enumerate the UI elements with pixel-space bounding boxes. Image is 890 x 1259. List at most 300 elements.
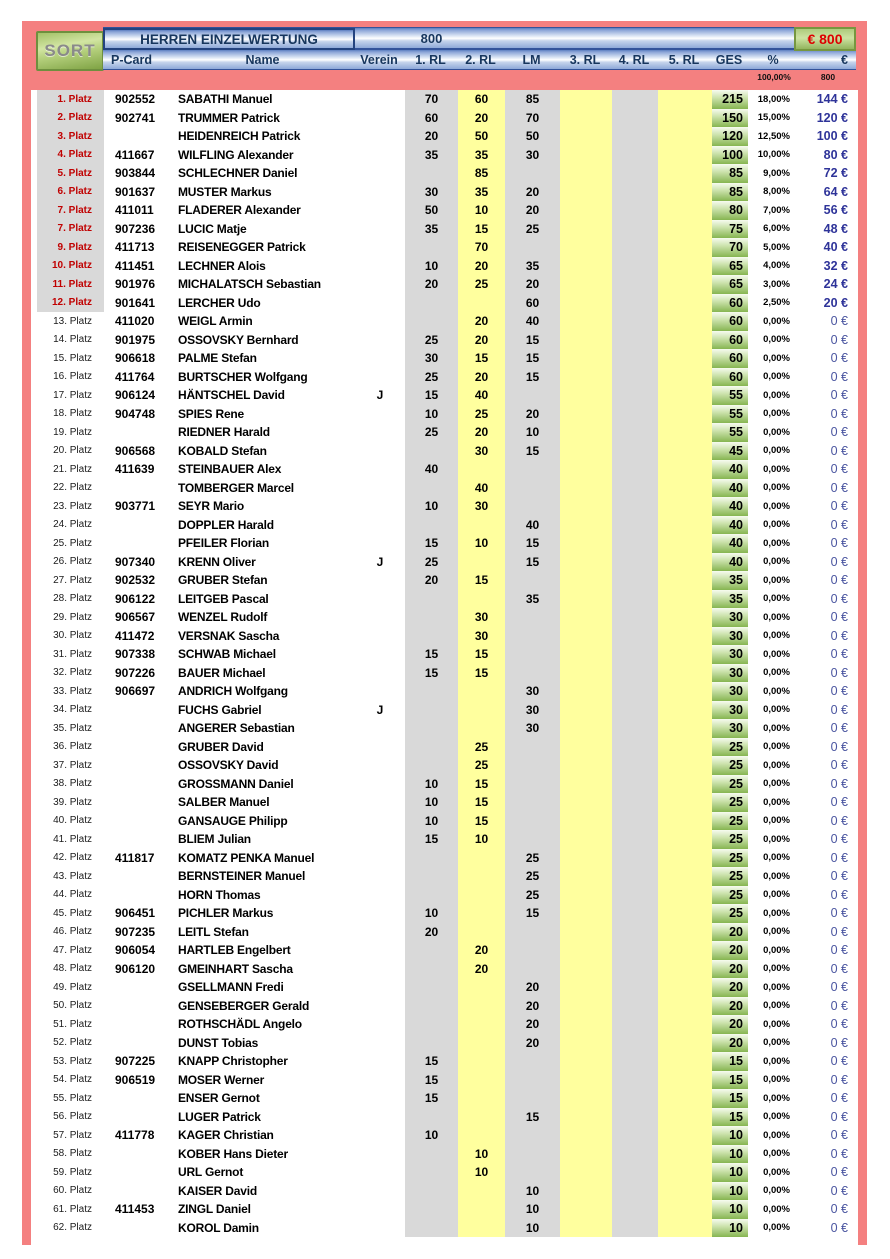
cell-pct: 0,00% bbox=[763, 722, 790, 734]
cell-eur: 0 € bbox=[830, 869, 848, 884]
table-row[interactable] bbox=[37, 645, 856, 664]
table-row[interactable] bbox=[37, 1182, 856, 1201]
table-row[interactable] bbox=[37, 201, 856, 220]
cell-name: FLADERER Alexander bbox=[178, 203, 301, 218]
cell-platz: 55. Platz bbox=[53, 1092, 92, 1104]
cell-rl2 bbox=[458, 997, 505, 1016]
cell-rl2 bbox=[458, 867, 505, 886]
cell-ges: 35 bbox=[712, 571, 748, 590]
cell-eur: 0 € bbox=[830, 647, 848, 662]
cell-rl3 bbox=[560, 1034, 612, 1053]
cell-platz: 46. Platz bbox=[53, 926, 92, 938]
cell-ges: 30 bbox=[712, 701, 748, 720]
cell-rl3 bbox=[560, 608, 612, 627]
cell-pcard: 906122 bbox=[115, 591, 156, 606]
cell-verein bbox=[355, 1219, 405, 1238]
cell-rl2 bbox=[458, 590, 505, 609]
cell-pcard bbox=[104, 479, 172, 498]
cell-pct: 0,00% bbox=[763, 445, 790, 457]
table-row[interactable] bbox=[37, 867, 856, 886]
cell-lm: 15 bbox=[505, 442, 560, 461]
table-row[interactable] bbox=[37, 349, 856, 368]
cell-rl4 bbox=[612, 886, 658, 905]
cell-name: TOMBERGER Marcel bbox=[178, 480, 294, 495]
table-row[interactable] bbox=[37, 294, 856, 313]
table-row[interactable] bbox=[37, 553, 856, 572]
cell-rl1 bbox=[405, 997, 458, 1016]
cell-pct: 0,00% bbox=[763, 500, 790, 512]
cell-ges: 55 bbox=[712, 386, 748, 405]
cell-rl1: 10 bbox=[405, 812, 458, 831]
cell-pcard: 411713 bbox=[115, 240, 155, 255]
cell-rl5 bbox=[658, 146, 712, 165]
cell-rl1: 20 bbox=[405, 275, 458, 294]
table-row[interactable] bbox=[37, 849, 856, 868]
table-row[interactable] bbox=[37, 1015, 856, 1034]
table-row[interactable] bbox=[37, 719, 856, 738]
cell-name: ANDRICH Wolfgang bbox=[178, 684, 288, 699]
table-row[interactable] bbox=[37, 1219, 856, 1238]
cell-rl1: 15 bbox=[405, 1052, 458, 1071]
cell-lm bbox=[505, 1126, 560, 1145]
cell-rl3 bbox=[560, 1015, 612, 1034]
cell-rl2: 20 bbox=[458, 257, 505, 276]
cell-pct: 2,50% bbox=[763, 297, 790, 309]
cell-name: BAUER Michael bbox=[178, 665, 266, 680]
cell-rl4 bbox=[612, 701, 658, 720]
cell-verein bbox=[355, 90, 405, 109]
table-row[interactable] bbox=[37, 775, 856, 794]
cell-eur: 0 € bbox=[830, 1035, 848, 1050]
table-row[interactable] bbox=[37, 275, 856, 294]
cell-name: GROSSMANN Daniel bbox=[178, 776, 294, 791]
cell-ges: 10 bbox=[712, 1163, 748, 1182]
cell-rl2: 25 bbox=[458, 405, 505, 424]
table-row[interactable] bbox=[37, 941, 856, 960]
cell-rl5 bbox=[658, 627, 712, 646]
table-row[interactable] bbox=[37, 904, 856, 923]
cell-rl2: 30 bbox=[458, 627, 505, 646]
table-row[interactable] bbox=[37, 460, 856, 479]
cell-rl2: 10 bbox=[458, 1145, 505, 1164]
cell-lm: 50 bbox=[505, 127, 560, 146]
cell-eur: 120 € bbox=[816, 110, 848, 125]
table-row[interactable] bbox=[37, 812, 856, 831]
cell-rl2: 20 bbox=[458, 331, 505, 350]
table-row[interactable] bbox=[37, 590, 856, 609]
cell-pct: 0,00% bbox=[763, 926, 790, 938]
percent-base: 100,00% bbox=[757, 72, 791, 82]
cell-rl1: 15 bbox=[405, 386, 458, 405]
cell-platz: 17. Platz bbox=[53, 389, 92, 401]
cell-lm bbox=[505, 386, 560, 405]
cell-platz: 53. Platz bbox=[53, 1055, 92, 1067]
cell-ges: 15 bbox=[712, 1052, 748, 1071]
cell-eur: 0 € bbox=[830, 628, 848, 643]
cell-rl3 bbox=[560, 423, 612, 442]
cell-rl4 bbox=[612, 997, 658, 1016]
cell-pcard: 906519 bbox=[115, 1072, 156, 1087]
cell-pcard: 906697 bbox=[115, 684, 156, 699]
cell-lm: 20 bbox=[505, 183, 560, 202]
cell-verein bbox=[355, 793, 405, 812]
table-row[interactable] bbox=[37, 960, 856, 979]
cell-rl3 bbox=[560, 294, 612, 313]
table-row[interactable] bbox=[37, 405, 856, 424]
cell-ges: 20 bbox=[712, 1015, 748, 1034]
cell-platz: 10. Platz bbox=[37, 257, 104, 276]
table-row[interactable] bbox=[37, 1126, 856, 1145]
cell-eur: 0 € bbox=[830, 332, 848, 347]
table-row[interactable] bbox=[37, 220, 856, 239]
cell-eur: 0 € bbox=[830, 610, 848, 625]
table-row[interactable] bbox=[37, 793, 856, 812]
cell-pct: 0,00% bbox=[763, 371, 790, 383]
cell-rl5 bbox=[658, 608, 712, 627]
cell-pcard: 906451 bbox=[115, 906, 156, 921]
cell-verein bbox=[355, 682, 405, 701]
cell-rl3 bbox=[560, 349, 612, 368]
table-row[interactable] bbox=[37, 183, 856, 202]
cell-rl4 bbox=[612, 1200, 658, 1219]
cell-pcard bbox=[104, 886, 172, 905]
cell-rl2 bbox=[458, 516, 505, 535]
cell-lm: 15 bbox=[505, 553, 560, 572]
cell-eur: 0 € bbox=[830, 1220, 848, 1235]
cell-pct: 0,00% bbox=[763, 1222, 790, 1234]
table-row[interactable] bbox=[37, 331, 856, 350]
cell-name: VERSNAK Sascha bbox=[178, 628, 280, 643]
cell-platz: 35. Platz bbox=[53, 722, 92, 734]
cell-rl5 bbox=[658, 90, 712, 109]
cell-pct: 0,00% bbox=[763, 1000, 790, 1012]
table-row[interactable] bbox=[37, 479, 856, 498]
cell-pcard: 906618 bbox=[115, 351, 156, 366]
table-row[interactable] bbox=[37, 423, 856, 442]
cell-rl1: 10 bbox=[405, 793, 458, 812]
cell-rl5 bbox=[658, 1163, 712, 1182]
cell-rl2: 10 bbox=[458, 1163, 505, 1182]
cell-platz: 7. Platz bbox=[37, 220, 104, 239]
cell-pcard: 907225 bbox=[115, 1054, 156, 1069]
cell-pct: 0,00% bbox=[763, 519, 790, 531]
cell-rl4 bbox=[612, 1034, 658, 1053]
cell-name: REISENEGGER Patrick bbox=[178, 240, 306, 255]
cell-ges: 20 bbox=[712, 923, 748, 942]
cell-lm: 15 bbox=[505, 331, 560, 350]
cell-platz: 29. Platz bbox=[53, 611, 92, 623]
cell-verein bbox=[355, 1052, 405, 1071]
cell-lm: 70 bbox=[505, 109, 560, 128]
cell-ges: 25 bbox=[712, 867, 748, 886]
cell-pct: 10,00% bbox=[757, 149, 790, 161]
cell-ges: 20 bbox=[712, 960, 748, 979]
cell-platz: 37. Platz bbox=[53, 759, 92, 771]
cell-rl5 bbox=[658, 534, 712, 553]
cell-rl5 bbox=[658, 1015, 712, 1034]
table-row[interactable] bbox=[37, 1034, 856, 1053]
cell-rl5 bbox=[658, 849, 712, 868]
cell-eur: 56 € bbox=[823, 203, 848, 218]
cell-rl3 bbox=[560, 368, 612, 387]
cell-rl5 bbox=[658, 701, 712, 720]
table-row[interactable] bbox=[37, 978, 856, 997]
cell-rl2: 15 bbox=[458, 664, 505, 683]
cell-pcard: 906124 bbox=[115, 388, 156, 403]
table-row[interactable] bbox=[37, 1052, 856, 1071]
table-row[interactable] bbox=[37, 127, 856, 146]
table-row[interactable] bbox=[37, 738, 856, 757]
cell-ges: 15 bbox=[712, 1071, 748, 1090]
cell-rl4 bbox=[612, 812, 658, 831]
cell-platz: 13. Platz bbox=[53, 315, 92, 327]
cell-name: MUSTER Markus bbox=[178, 184, 272, 199]
cell-rl3 bbox=[560, 1108, 612, 1127]
table-header bbox=[103, 27, 856, 70]
sort-button[interactable]: SORT bbox=[36, 31, 104, 71]
cell-verein bbox=[355, 1015, 405, 1034]
cell-lm bbox=[505, 923, 560, 942]
cell-ges: 10 bbox=[712, 1182, 748, 1201]
cell-lm bbox=[505, 627, 560, 646]
cell-ges: 65 bbox=[712, 275, 748, 294]
cell-rl4 bbox=[612, 423, 658, 442]
cell-verein bbox=[355, 1145, 405, 1164]
cell-lm bbox=[505, 738, 560, 757]
cell-pcard bbox=[104, 1219, 172, 1238]
table-row[interactable] bbox=[37, 1163, 856, 1182]
cell-eur: 32 € bbox=[823, 258, 848, 273]
cell-pct: 3,00% bbox=[763, 278, 790, 290]
cell-rl1 bbox=[405, 867, 458, 886]
cell-platz: 15. Platz bbox=[53, 352, 92, 364]
cell-ges: 30 bbox=[712, 682, 748, 701]
cell-rl1 bbox=[405, 1145, 458, 1164]
table-row[interactable] bbox=[37, 830, 856, 849]
cell-name: ZINGL Daniel bbox=[178, 1202, 251, 1217]
cell-platz: 33. Platz bbox=[53, 685, 92, 697]
base-row bbox=[103, 72, 856, 88]
table-row[interactable] bbox=[37, 146, 856, 165]
cell-ges: 40 bbox=[712, 460, 748, 479]
cell-rl3 bbox=[560, 756, 612, 775]
cell-eur: 0 € bbox=[830, 443, 848, 458]
cell-platz: 21. Platz bbox=[53, 463, 92, 475]
cell-pct: 0,00% bbox=[763, 593, 790, 605]
cell-rl1 bbox=[405, 608, 458, 627]
cell-rl1: 15 bbox=[405, 645, 458, 664]
cell-name: LEITGEB Pascal bbox=[178, 591, 269, 606]
cell-name: RIEDNER Harald bbox=[178, 425, 270, 440]
cell-rl2: 40 bbox=[458, 386, 505, 405]
table-row[interactable] bbox=[37, 886, 856, 905]
table-row[interactable] bbox=[37, 442, 856, 461]
cell-rl4 bbox=[612, 294, 658, 313]
table-row[interactable] bbox=[37, 516, 856, 535]
cell-lm bbox=[505, 793, 560, 812]
table-row[interactable] bbox=[37, 701, 856, 720]
cell-ges: 25 bbox=[712, 886, 748, 905]
cell-name: SABATHI Manuel bbox=[178, 92, 273, 107]
cell-rl4 bbox=[612, 331, 658, 350]
table-row[interactable] bbox=[37, 664, 856, 683]
table-row[interactable] bbox=[37, 497, 856, 516]
cell-pcard: 411451 bbox=[115, 258, 155, 273]
cell-rl1 bbox=[405, 1163, 458, 1182]
cell-rl5 bbox=[658, 812, 712, 831]
table-row[interactable] bbox=[37, 1145, 856, 1164]
cell-rl1 bbox=[405, 238, 458, 257]
cell-name: KOROL Damin bbox=[178, 1220, 259, 1235]
cell-verein bbox=[355, 275, 405, 294]
amount-base: 800 bbox=[820, 72, 836, 82]
cell-rl2 bbox=[458, 849, 505, 868]
table-row[interactable] bbox=[37, 1071, 856, 1090]
cell-pct: 0,00% bbox=[763, 574, 790, 586]
cell-pcard: 901976 bbox=[115, 277, 156, 292]
cell-name: HORN Thomas bbox=[178, 887, 261, 902]
table-row[interactable] bbox=[37, 1089, 856, 1108]
cell-rl5 bbox=[658, 1052, 712, 1071]
table-row[interactable] bbox=[37, 608, 856, 627]
table-row[interactable] bbox=[37, 368, 856, 387]
table-row[interactable] bbox=[37, 109, 856, 128]
cell-rl3 bbox=[560, 904, 612, 923]
table-row[interactable] bbox=[37, 1200, 856, 1219]
cell-rl2 bbox=[458, 1108, 505, 1127]
cell-eur: 0 € bbox=[830, 1054, 848, 1069]
cell-pcard bbox=[104, 997, 172, 1016]
cell-verein bbox=[355, 960, 405, 979]
cell-rl1: 25 bbox=[405, 331, 458, 350]
cell-pcard: 904748 bbox=[115, 406, 156, 421]
table-row[interactable] bbox=[37, 534, 856, 553]
cell-pcard bbox=[104, 1034, 172, 1053]
cell-platz: 6. Platz bbox=[37, 183, 104, 202]
cell-rl2: 20 bbox=[458, 423, 505, 442]
table-row[interactable] bbox=[37, 923, 856, 942]
cell-ges: 65 bbox=[712, 257, 748, 276]
cell-lm bbox=[505, 164, 560, 183]
table-row[interactable] bbox=[37, 997, 856, 1016]
cell-rl5 bbox=[658, 1126, 712, 1145]
cell-ges: 30 bbox=[712, 608, 748, 627]
cell-verein bbox=[355, 479, 405, 498]
cell-name: SALBER Manuel bbox=[178, 795, 270, 810]
table-row[interactable] bbox=[37, 90, 856, 109]
cell-verein bbox=[355, 423, 405, 442]
cell-name: DUNST Tobias bbox=[178, 1035, 259, 1050]
cell-platz: 48. Platz bbox=[53, 963, 92, 975]
cell-ges: 70 bbox=[712, 238, 748, 257]
cell-lm: 10 bbox=[505, 1182, 560, 1201]
cell-platz: 25. Platz bbox=[53, 537, 92, 549]
cell-pct: 0,00% bbox=[763, 981, 790, 993]
cell-rl1 bbox=[405, 886, 458, 905]
cell-name: FUCHS Gabriel bbox=[178, 702, 262, 717]
cell-lm bbox=[505, 1071, 560, 1090]
cell-pct: 0,00% bbox=[763, 852, 790, 864]
cell-lm: 30 bbox=[505, 719, 560, 738]
cell-rl3 bbox=[560, 1200, 612, 1219]
cell-eur: 0 € bbox=[830, 684, 848, 699]
cell-rl3 bbox=[560, 682, 612, 701]
cell-verein bbox=[355, 1163, 405, 1182]
column-header-verein: Verein bbox=[360, 52, 398, 67]
table-row[interactable] bbox=[37, 1108, 856, 1127]
cell-rl2: 30 bbox=[458, 497, 505, 516]
table-row[interactable] bbox=[37, 571, 856, 590]
cell-rl3 bbox=[560, 442, 612, 461]
cell-rl2 bbox=[458, 1052, 505, 1071]
cell-eur: 0 € bbox=[830, 314, 848, 329]
cell-verein bbox=[355, 516, 405, 535]
cell-lm: 15 bbox=[505, 904, 560, 923]
cell-rl4 bbox=[612, 590, 658, 609]
column-header-pcard: P-Card bbox=[111, 52, 152, 67]
cell-name: BERNSTEINER Manuel bbox=[178, 869, 306, 884]
cell-eur: 0 € bbox=[830, 1109, 848, 1124]
cell-name: SCHWAB Michael bbox=[178, 647, 276, 662]
table-row[interactable] bbox=[37, 164, 856, 183]
table-row[interactable] bbox=[37, 386, 856, 405]
cell-lm: 10 bbox=[505, 423, 560, 442]
cell-rl5 bbox=[658, 479, 712, 498]
cell-rl4 bbox=[612, 368, 658, 387]
cell-verein bbox=[355, 886, 405, 905]
cell-eur: 0 € bbox=[830, 573, 848, 588]
cell-lm: 25 bbox=[505, 220, 560, 239]
cell-pct: 0,00% bbox=[763, 537, 790, 549]
cell-pct: 0,00% bbox=[763, 741, 790, 753]
cell-platz: 57. Platz bbox=[53, 1129, 92, 1141]
table-row[interactable] bbox=[37, 682, 856, 701]
cell-verein: J bbox=[376, 702, 384, 717]
table-row[interactable] bbox=[37, 756, 856, 775]
table-row[interactable] bbox=[37, 257, 856, 276]
cell-eur: 0 € bbox=[830, 536, 848, 551]
cell-rl2: 10 bbox=[458, 201, 505, 220]
cell-name: STEINBAUER Alex bbox=[178, 462, 282, 477]
cell-lm bbox=[505, 1089, 560, 1108]
cell-lm bbox=[505, 664, 560, 683]
cell-rl5 bbox=[658, 775, 712, 794]
cell-rl3 bbox=[560, 793, 612, 812]
cell-rl3 bbox=[560, 312, 612, 331]
cell-verein bbox=[355, 294, 405, 313]
table-row[interactable] bbox=[37, 238, 856, 257]
cell-pcard: 906568 bbox=[115, 443, 156, 458]
cell-rl1 bbox=[405, 1182, 458, 1201]
cell-name: GMEINHART Sascha bbox=[178, 961, 293, 976]
column-header-eur: € bbox=[841, 52, 848, 67]
cell-verein bbox=[355, 238, 405, 257]
cell-eur: 0 € bbox=[830, 943, 848, 958]
cell-lm: 25 bbox=[505, 867, 560, 886]
cell-rl2: 25 bbox=[458, 756, 505, 775]
table-row[interactable] bbox=[37, 312, 856, 331]
cell-rl3 bbox=[560, 812, 612, 831]
cell-rl3 bbox=[560, 664, 612, 683]
cell-rl4 bbox=[612, 497, 658, 516]
cell-pct: 0,00% bbox=[763, 482, 790, 494]
results-table bbox=[37, 90, 856, 1237]
cell-name: PFEILER Florian bbox=[178, 536, 270, 551]
cell-rl5 bbox=[658, 738, 712, 757]
cell-rl2 bbox=[458, 886, 505, 905]
cell-platz: 5. Platz bbox=[37, 164, 104, 183]
table-row[interactable] bbox=[37, 627, 856, 646]
